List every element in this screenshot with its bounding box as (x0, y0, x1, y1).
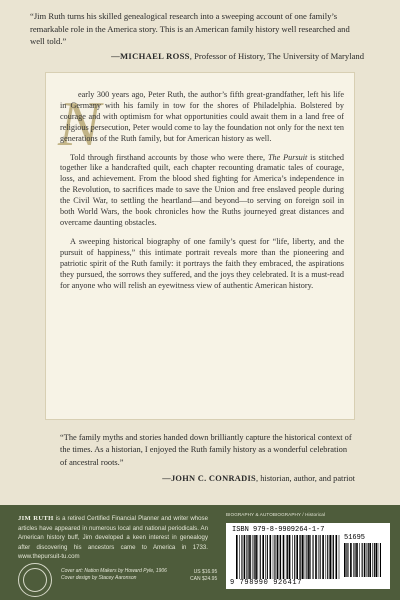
book-title-italic: The Pursuit (268, 152, 308, 162)
addon-barcode-icon (344, 543, 382, 577)
author-name: JIM RUTH (18, 515, 54, 522)
cover-credits (61, 568, 167, 582)
cover-art-credit: Cover art: Nation Makers by Howard Pyle, 1906 (61, 568, 167, 574)
barcode-icon (236, 535, 340, 579)
bottom-quote-author: —JOHN C. CONRADIS (162, 473, 257, 483)
isbn-label: ISBN 979-8-9909264-1-7 (232, 526, 325, 534)
top-quote-author: —MICHAEL ROSS (111, 50, 190, 61)
bisac-category: BIOGRAPHY & AUTOBIOGRAPHY / Historical (226, 512, 326, 517)
description-paragraph-2 (60, 153, 344, 229)
cover-design-credit: Cover design by Stacey Aaronson (61, 575, 137, 581)
bottom-quote-text: “The family myths and stories handed down brilliantly capture the historical context of the times. As a historian, I enjoyed the Ruth family history as a wonderful celebration of ancestral roots.” (60, 433, 352, 467)
bottom-quote-attribution (60, 473, 355, 485)
cover-footer (0, 505, 400, 600)
description-paragraph-1: early 300 years ago, Peter Ruth, the author’s fifth great-grandfather, left his life in Germany with his family in tow for the shores of Philadelphia. Bolstered by courage and with optimism for what opportunities could await them in a land free of religious persecution, Peter would come to lay the foundation not only for the next ten generations of the Ruth family, but for American history as well. (60, 90, 344, 143)
barcode-panel (226, 523, 390, 589)
price-block (190, 569, 217, 583)
p2-before: Told through firsthand accounts by those who were there, (70, 152, 268, 162)
p2-after: is stitched together like a handcrafted quilt, each chapter recounting dramatic tales of courage, loss, and achievement. From the blood shed fighting for America’s independence in the Revolution, to sacrifices made to save the Union and free enslaved people during the Civil War, to settling the heartland—and beyond—to serving on foreign soil in both World Wars, the book chronicles how the Ruths journeyed great distances and overcame daunting obstacles. (60, 152, 344, 227)
author-bio-text: is a retired Certified Financial Planner and writer whose articles have appeared in numerous local and national periodicals. An American history buff, Jim developed a keen interest in genealogy after discovering his ancestors came to America in 1733. www.thepursuit-tu.com (18, 515, 208, 560)
addon-code: 51695 (344, 534, 366, 542)
top-quote-text: “Jim Ruth turns his skilled genealogical research into a sweeping account of one family’s remarkable role in the America story. This is an American family history well researched and well told.” (30, 11, 350, 46)
top-quote-affiliation: , Professor of History, The University of Maryland (189, 50, 364, 61)
barcode-digits: 9 798990 926417 (230, 579, 303, 587)
publisher-seal-icon (18, 563, 52, 597)
top-quote-attribution (30, 50, 364, 63)
top-endorsement (30, 10, 364, 62)
price-us: US $16.95 (193, 569, 218, 575)
author-bio (18, 514, 208, 562)
price-can: CAN $24.95 (190, 576, 218, 582)
bottom-endorsement (60, 432, 355, 485)
description-paragraph-3: A sweeping historical biography of one family’s quest for “life, liberty, and the pursuit of happiness,” this intimate portrait reveals more than the pioneering and patriotic spirit of the Ruth family: it portrays the faith they embraced, the aspirations they pursued, the sorrows they suffered, and the joys they celebrated. It is a must-read for anyone who will relish an eyewitness view of authentic American history. (60, 236, 344, 290)
book-description (60, 90, 344, 299)
bottom-quote-affiliation: , historian, author, and patriot (256, 473, 355, 483)
drop-cap: N (58, 88, 101, 159)
